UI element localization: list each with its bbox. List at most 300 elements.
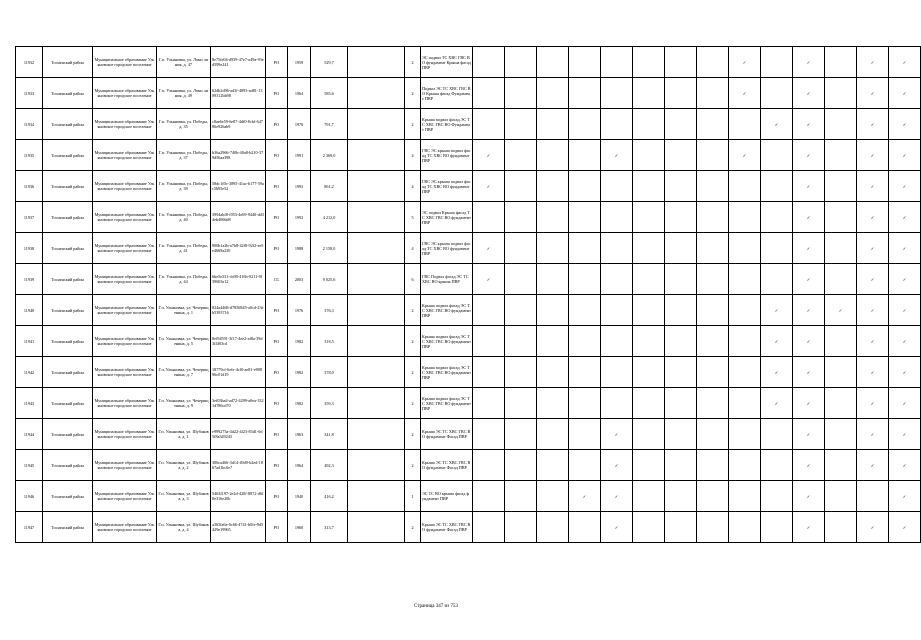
works-list-cell: ЭС ТС ВО крыша фасад фундамент ПВР (421, 481, 473, 512)
work-check-cell (537, 233, 569, 264)
address-cell: Г.п. Ульяновка, ул. Победы, д. 40 (157, 202, 211, 233)
works-list-cell: Крыша подвал фасад ЭС ТС ХВС ГВС ВО фундамент ПВР (421, 388, 473, 419)
works-list-cell: Крыша ЭС ТС ХВС ГВС ВО фундамент Фасад ПВР (421, 419, 473, 450)
work-check-cell (793, 450, 825, 481)
work-check-cell (793, 512, 825, 543)
work-check-cell (601, 47, 633, 78)
municipality-cell: Муниципальное образование Ульяновское городское поселение (93, 419, 157, 450)
floors-cell: 2 (405, 109, 421, 140)
build-year-cell: 1940 (288, 481, 311, 512)
check-mark-icon: ✓ (902, 431, 907, 437)
work-check-cell (697, 450, 729, 481)
row-number: 11933 (16, 78, 43, 109)
work-check-cell (505, 357, 537, 388)
municipality-cell: Муниципальное образование Ульяновское городское поселение (93, 47, 157, 78)
blank-cell (348, 47, 405, 78)
check-mark-icon: ✓ (806, 214, 811, 220)
house-code-cell: 3994abf8-f053-4e69-9440-dd34eb4066d8 (211, 202, 266, 233)
work-check-cell (569, 78, 601, 109)
work-check-cell (857, 357, 889, 388)
work-check-cell (601, 326, 633, 357)
work-check-cell (761, 481, 793, 512)
row-number: 11937 (16, 202, 43, 233)
check-mark-icon: ✓ (774, 400, 779, 406)
work-check-cell (537, 295, 569, 326)
work-check-cell (473, 388, 505, 419)
row-number: 11944 (16, 419, 43, 450)
work-check-cell (505, 264, 537, 295)
ownership-type-cell: СС (266, 264, 288, 295)
work-check-cell (729, 171, 761, 202)
table-row (16, 481, 921, 512)
check-mark-icon: ✓ (486, 152, 491, 158)
check-mark-icon: ✓ (902, 245, 907, 251)
work-check-cell (665, 264, 697, 295)
ownership-type-cell: РО (266, 481, 288, 512)
build-year-cell: 1992 (288, 202, 311, 233)
work-check-cell (697, 357, 729, 388)
work-check-cell (601, 202, 633, 233)
works-list-cell: ГВС ЭС крыша подвал фасад ТС ХВС ВО фундамент ПВР (421, 233, 473, 264)
house-code-cell: 62db2d96-ad3f-4893-ad81-1309312bb98 (211, 78, 266, 109)
work-check-cell (505, 419, 537, 450)
work-check-cell (793, 202, 825, 233)
work-check-cell (857, 202, 889, 233)
work-check-cell (569, 171, 601, 202)
work-check-cell (537, 419, 569, 450)
floors-cell: 4 (405, 140, 421, 171)
work-check-cell (825, 357, 857, 388)
works-list-cell: ГВС ЭС крыша подвал фасад ТС ХВС ВО фундамент ПВР (421, 140, 473, 171)
work-check-cell (825, 140, 857, 171)
work-check-cell (729, 264, 761, 295)
area-cell: 492,3 (311, 450, 348, 481)
blank-cell (348, 264, 405, 295)
ownership-type-cell: РО (266, 171, 288, 202)
check-mark-icon: ✓ (806, 59, 811, 65)
work-check-cell (537, 47, 569, 78)
work-check-cell (857, 264, 889, 295)
work-check-cell (537, 78, 569, 109)
ownership-type-cell: РО (266, 357, 288, 388)
check-mark-icon: ✓ (614, 462, 619, 468)
work-check-cell (889, 109, 921, 140)
check-mark-icon: ✓ (742, 90, 747, 96)
work-check-cell (761, 78, 793, 109)
row-number: 11936 (16, 171, 43, 202)
work-check-cell (825, 419, 857, 450)
floors-cell: 2 (405, 357, 421, 388)
build-year-cell: 1970 (288, 109, 311, 140)
work-check-cell (825, 78, 857, 109)
check-mark-icon: ✓ (902, 400, 907, 406)
check-mark-icon: ✓ (902, 183, 907, 189)
build-year-cell: 1964 (288, 450, 311, 481)
table-row (16, 419, 921, 450)
work-check-cell (569, 202, 601, 233)
district-cell: Тосненский район (43, 326, 93, 357)
work-check-cell (601, 140, 633, 171)
check-mark-icon: ✓ (486, 245, 491, 251)
district-cell: Тосненский район (43, 171, 93, 202)
area-cell: 2 158,0 (311, 233, 348, 264)
floors-cell: 2 (405, 512, 421, 543)
municipality-cell: Муниципальное образование Ульяновское городское поселение (93, 388, 157, 419)
page-footer: Страница 347 из 753 (414, 604, 458, 609)
build-year-cell: 1964 (288, 78, 311, 109)
work-check-cell (633, 202, 665, 233)
work-check-cell (729, 357, 761, 388)
check-mark-icon: ✓ (870, 214, 875, 220)
work-check-cell (505, 233, 537, 264)
build-year-cell: 1960 (288, 512, 311, 543)
blank-cell (348, 388, 405, 419)
work-check-cell (601, 450, 633, 481)
work-check-cell (761, 295, 793, 326)
work-check-cell (761, 233, 793, 264)
ownership-type-cell: РО (266, 233, 288, 264)
table-row (16, 109, 921, 140)
works-list-cell: ЭС подвал Крыша фасад ТС ХВС ГВС ВО фундамент ПВР (421, 202, 473, 233)
check-mark-icon: ✓ (806, 152, 811, 158)
check-mark-icon: ✓ (902, 524, 907, 530)
build-year-cell: 1988 (288, 233, 311, 264)
floors-cell: 4 (405, 233, 421, 264)
municipality-cell: Муниципальное образование Ульяновское городское поселение (93, 512, 157, 543)
municipality-cell: Муниципальное образование Ульяновское городское поселение (93, 450, 157, 481)
works-list-cell: ЭС подвал ТС ХВС ГВС ВО фундамент Крыша фасад ПВР (421, 47, 473, 78)
work-check-cell (825, 295, 857, 326)
check-mark-icon: ✓ (806, 183, 811, 189)
work-check-cell (889, 264, 921, 295)
check-mark-icon: ✓ (870, 121, 875, 127)
work-check-cell (793, 357, 825, 388)
work-check-cell (473, 202, 505, 233)
municipality-cell: Муниципальное образование Ульяновское городское поселение (93, 326, 157, 357)
address-cell: Г.п. Ульяновка, ул. Чечерищенина, д. 9 (157, 388, 211, 419)
blank-cell (348, 357, 405, 388)
address-cell: Г.п. Ульяновка, ул. Чечерищенина, д. 5 (157, 326, 211, 357)
address-cell: Г.п. Ульяновка, ул. Шубакова, д. 1 (157, 419, 211, 450)
house-code-cell: e999275a-4d22-4f23-83d1-0d5f8a349243 (211, 419, 266, 450)
work-check-cell (633, 512, 665, 543)
work-check-cell (761, 202, 793, 233)
check-mark-icon: ✓ (806, 307, 811, 313)
check-mark-icon: ✓ (806, 431, 811, 437)
check-mark-icon: ✓ (902, 338, 907, 344)
table-row (16, 388, 921, 419)
work-check-cell (665, 140, 697, 171)
address-cell: Г.п. Ульяновка, ул. Чечерищенина, д. 1 (157, 295, 211, 326)
work-check-cell (825, 47, 857, 78)
work-check-cell (729, 233, 761, 264)
work-check-cell (665, 109, 697, 140)
floors-cell: 2 (405, 419, 421, 450)
work-check-cell (505, 140, 537, 171)
work-check-cell (889, 357, 921, 388)
work-check-cell (633, 326, 665, 357)
work-check-cell (537, 450, 569, 481)
municipality-cell: Муниципальное образование Ульяновское городское поселение (93, 171, 157, 202)
work-check-cell (665, 512, 697, 543)
work-check-cell (569, 419, 601, 450)
work-check-cell (729, 450, 761, 481)
floors-cell: 4 (405, 171, 421, 202)
check-mark-icon: ✓ (870, 524, 875, 530)
work-check-cell (761, 109, 793, 140)
work-check-cell (665, 419, 697, 450)
work-check-cell (793, 264, 825, 295)
check-mark-icon: ✓ (486, 276, 491, 282)
work-check-cell (761, 140, 793, 171)
floors-cell: 2 (405, 295, 421, 326)
municipality-cell: Муниципальное образование Ульяновское городское поселение (93, 481, 157, 512)
district-cell: Тосненский район (43, 481, 93, 512)
work-check-cell (793, 109, 825, 140)
area-cell: 585,6 (311, 78, 348, 109)
work-check-cell (473, 264, 505, 295)
work-check-cell (569, 109, 601, 140)
work-check-cell (729, 109, 761, 140)
district-cell: Тосненский район (43, 78, 93, 109)
work-check-cell (569, 450, 601, 481)
work-check-cell (793, 326, 825, 357)
floors-cell: 2 (405, 78, 421, 109)
work-check-cell (857, 109, 889, 140)
work-check-cell (729, 78, 761, 109)
work-check-cell (729, 481, 761, 512)
work-check-cell (569, 140, 601, 171)
work-check-cell (665, 388, 697, 419)
check-mark-icon: ✓ (902, 369, 907, 375)
work-check-cell (857, 140, 889, 171)
work-check-cell (665, 233, 697, 264)
work-check-cell (473, 419, 505, 450)
work-check-cell (537, 512, 569, 543)
address-cell: Г.п. Ульяновка, ул. Победы, д. 39 (157, 171, 211, 202)
district-cell: Тосненский район (43, 47, 93, 78)
work-check-cell (505, 171, 537, 202)
work-check-cell (505, 47, 537, 78)
ownership-type-cell: РО (266, 512, 288, 543)
row-number: 11942 (16, 357, 43, 388)
ownership-type-cell: РО (266, 109, 288, 140)
ownership-type-cell: РО (266, 140, 288, 171)
work-check-cell (793, 388, 825, 419)
municipality-cell: Муниципальное образование Ульяновское городское поселение (93, 264, 157, 295)
floors-cell: 6 (405, 264, 421, 295)
row-number: 11935 (16, 140, 43, 171)
work-check-cell (825, 171, 857, 202)
check-mark-icon: ✓ (806, 400, 811, 406)
area-cell: 341,8 (311, 419, 348, 450)
work-check-cell (569, 47, 601, 78)
work-check-cell (857, 481, 889, 512)
work-check-cell (633, 233, 665, 264)
municipality-cell: Муниципальное образование Ульяновское городское поселение (93, 233, 157, 264)
work-check-cell (889, 481, 921, 512)
municipality-cell: Муниципальное образование Ульяновское городское поселение (93, 140, 157, 171)
check-mark-icon: ✓ (902, 276, 907, 282)
work-check-cell (633, 450, 665, 481)
blank-cell (348, 109, 405, 140)
house-code-cell: c8ae6e59-6e87-4df0-8cbf-64786e926ab9 (211, 109, 266, 140)
work-check-cell (793, 47, 825, 78)
works-list-cell: Крыша подвал фасад ЭС ТС ХВС ГВС ВО фундамент ПВР (421, 357, 473, 388)
housing-register-table (15, 46, 921, 543)
blank-cell (348, 171, 405, 202)
works-list-cell: Крыша подвал фасад ЭС ТС ХВС ГВС ВО Фундамент ПВР (421, 109, 473, 140)
work-check-cell (633, 388, 665, 419)
work-check-cell (761, 357, 793, 388)
work-check-cell (729, 326, 761, 357)
work-check-cell (601, 357, 633, 388)
area-cell: 4 212,0 (311, 202, 348, 233)
row-number: 11945 (16, 450, 43, 481)
work-check-cell (505, 450, 537, 481)
work-check-cell (793, 419, 825, 450)
check-mark-icon: ✓ (902, 493, 907, 499)
work-check-cell (633, 47, 665, 78)
ownership-type-cell: РО (266, 388, 288, 419)
check-mark-icon: ✓ (742, 59, 747, 65)
check-mark-icon: ✓ (870, 152, 875, 158)
work-check-cell (665, 326, 697, 357)
check-mark-icon: ✓ (838, 307, 843, 313)
work-check-cell (697, 202, 729, 233)
check-mark-icon: ✓ (806, 338, 811, 344)
work-check-cell (665, 295, 697, 326)
house-code-cell: b36a2966-740b-40a8-b210-379d56aa398 (211, 140, 266, 171)
work-check-cell (857, 233, 889, 264)
work-check-cell (633, 481, 665, 512)
work-check-cell (729, 140, 761, 171)
address-cell: Г.п. Ульяновка, ул. Победы, д. 35 (157, 109, 211, 140)
work-check-cell (889, 140, 921, 171)
work-check-cell (473, 295, 505, 326)
work-check-cell (537, 171, 569, 202)
work-check-cell (761, 47, 793, 78)
work-check-cell (601, 419, 633, 450)
work-check-cell (889, 171, 921, 202)
work-check-cell (889, 233, 921, 264)
house-code-cell: 824a4468-d7856845-a0cd-23eb5393716 (211, 295, 266, 326)
check-mark-icon: ✓ (902, 121, 907, 127)
check-mark-icon: ✓ (614, 431, 619, 437)
check-mark-icon: ✓ (870, 183, 875, 189)
work-check-cell (537, 109, 569, 140)
work-check-cell (473, 512, 505, 543)
work-check-cell (761, 388, 793, 419)
work-check-cell (569, 264, 601, 295)
check-mark-icon: ✓ (806, 462, 811, 468)
work-check-cell (761, 450, 793, 481)
work-check-cell (857, 512, 889, 543)
address-cell: Г.п. Ульяновка, ул. Победы, д. 44 (157, 264, 211, 295)
work-check-cell (473, 78, 505, 109)
check-mark-icon: ✓ (774, 338, 779, 344)
table-body (16, 47, 921, 543)
work-check-cell (505, 481, 537, 512)
work-check-cell (601, 388, 633, 419)
work-check-cell (505, 388, 537, 419)
check-mark-icon: ✓ (870, 307, 875, 313)
area-cell: 378,0 (311, 357, 348, 388)
blank-cell (348, 326, 405, 357)
area-cell: 861,2 (311, 171, 348, 202)
works-list-cell: Крыша подвал фасад ЭС ТС ХВС ГВС ВО фундамент ПВР (421, 326, 473, 357)
work-check-cell (697, 233, 729, 264)
check-mark-icon: ✓ (870, 338, 875, 344)
work-check-cell (857, 171, 889, 202)
house-code-cell: 5463f197-2e2d-420f-8872-d6f0e316e20b (211, 481, 266, 512)
table-row (16, 171, 921, 202)
work-check-cell (825, 233, 857, 264)
blank-cell (348, 78, 405, 109)
work-check-cell (473, 233, 505, 264)
district-cell: Тосненский район (43, 233, 93, 264)
work-check-cell (569, 295, 601, 326)
work-check-cell (665, 78, 697, 109)
district-cell: Тосненский район (43, 295, 93, 326)
work-check-cell (857, 419, 889, 450)
work-check-cell (633, 140, 665, 171)
work-check-cell (569, 357, 601, 388)
table-row (16, 326, 921, 357)
work-check-cell (537, 264, 569, 295)
area-cell: 318,5 (311, 326, 348, 357)
work-check-cell (537, 202, 569, 233)
work-check-cell (793, 140, 825, 171)
work-check-cell (761, 512, 793, 543)
build-year-cell: 1959 (288, 47, 311, 78)
blank-cell (348, 450, 405, 481)
check-mark-icon: ✓ (870, 431, 875, 437)
work-check-cell (697, 264, 729, 295)
row-number: 11940 (16, 295, 43, 326)
work-check-cell (697, 140, 729, 171)
house-code-cell: 8ef94591-3f17-4ee2-af8a-39d3f4f03cd (211, 326, 266, 357)
work-check-cell (697, 295, 729, 326)
row-number: 11941 (16, 326, 43, 357)
work-check-cell (889, 450, 921, 481)
work-check-cell (473, 450, 505, 481)
check-mark-icon: ✓ (902, 462, 907, 468)
work-check-cell (697, 326, 729, 357)
works-list-cell: Подвал ЭС ТС ХВС ГВС ВО Крыша фасад Фундамент ПВР (421, 78, 473, 109)
build-year-cell: 1982 (288, 388, 311, 419)
work-check-cell (473, 47, 505, 78)
work-check-cell (569, 481, 601, 512)
work-check-cell (601, 264, 633, 295)
work-check-cell (793, 481, 825, 512)
house-code-cell: 900b1a2b-a7b8-42f8-92f2-ee5e4669a230 (211, 233, 266, 264)
floors-cell: 2 (405, 326, 421, 357)
work-check-cell (793, 295, 825, 326)
works-list-cell: Крыша ЭС ТС ХВС ГВС ВО фундамент Фасад ПВР (421, 450, 473, 481)
work-check-cell (633, 264, 665, 295)
district-cell: Тосненский район (43, 388, 93, 419)
build-year-cell: 1976 (288, 295, 311, 326)
works-list-cell: Крыша ЭС ТС ХВС ГВС ВО фундамент Фасад ПВР (421, 512, 473, 543)
work-check-cell (889, 512, 921, 543)
work-check-cell (473, 326, 505, 357)
work-check-cell (633, 171, 665, 202)
work-check-cell (793, 233, 825, 264)
house-code-cell: 3ef03ba4-ad72-4299-a0ea-3321d786cd70 (211, 388, 266, 419)
work-check-cell (633, 295, 665, 326)
work-check-cell (473, 357, 505, 388)
